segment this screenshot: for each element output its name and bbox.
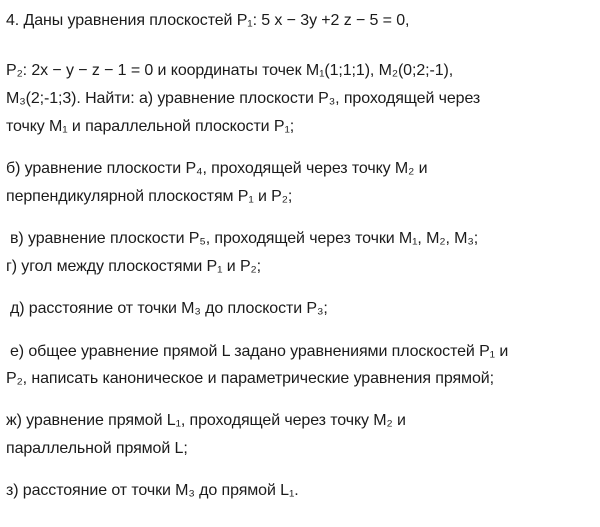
problem-line-12: ж) уравнение прямой L₁, проходящей через точку M₂ и	[6, 412, 406, 429]
problem-line-9: д) расстояние от точки M₃ до плоскости P₃;	[10, 300, 328, 317]
problem-line-1: 4. Даны уравнения плоскостей P₁: 5 x − 3y +2 z − 5 = 0,	[6, 12, 410, 29]
problem-line-6: перпендикулярной плоскостям P₁ и P₂;	[6, 188, 293, 205]
problem-line-13: параллельной прямой L;	[6, 440, 188, 457]
problem-line-3: M₃(2;-1;3). Найти: а) уравнение плоскости P₃, проходящей через	[6, 90, 481, 107]
problem-line-14: з) расстояние от точки M₃ до прямой L₁.	[6, 482, 299, 499]
problem-line-5: б) уравнение плоскости P₄, проходящей через точку M₂ и	[6, 160, 428, 177]
problem-line-8: г) угол между плоскостями P₁ и P₂;	[6, 258, 261, 275]
problem-line-7: в) уравнение плоскости P₅, проходящей через точки M₁, M₂, M₃;	[10, 230, 479, 247]
problem-line-10: е) общее уравнение прямой L задано уравнениями плоскостей P₁ и	[10, 343, 509, 360]
problem-line-2: P₂: 2x − y − z − 1 = 0 и координаты точек M₁(1;1;1), M₂(0;2;-1),	[6, 62, 454, 79]
problem-line-4: точку M₁ и параллельной плоскости P₁;	[6, 118, 295, 135]
problem-line-11: P₂, написать каноническое и параметрические уравнения прямой;	[6, 370, 494, 387]
